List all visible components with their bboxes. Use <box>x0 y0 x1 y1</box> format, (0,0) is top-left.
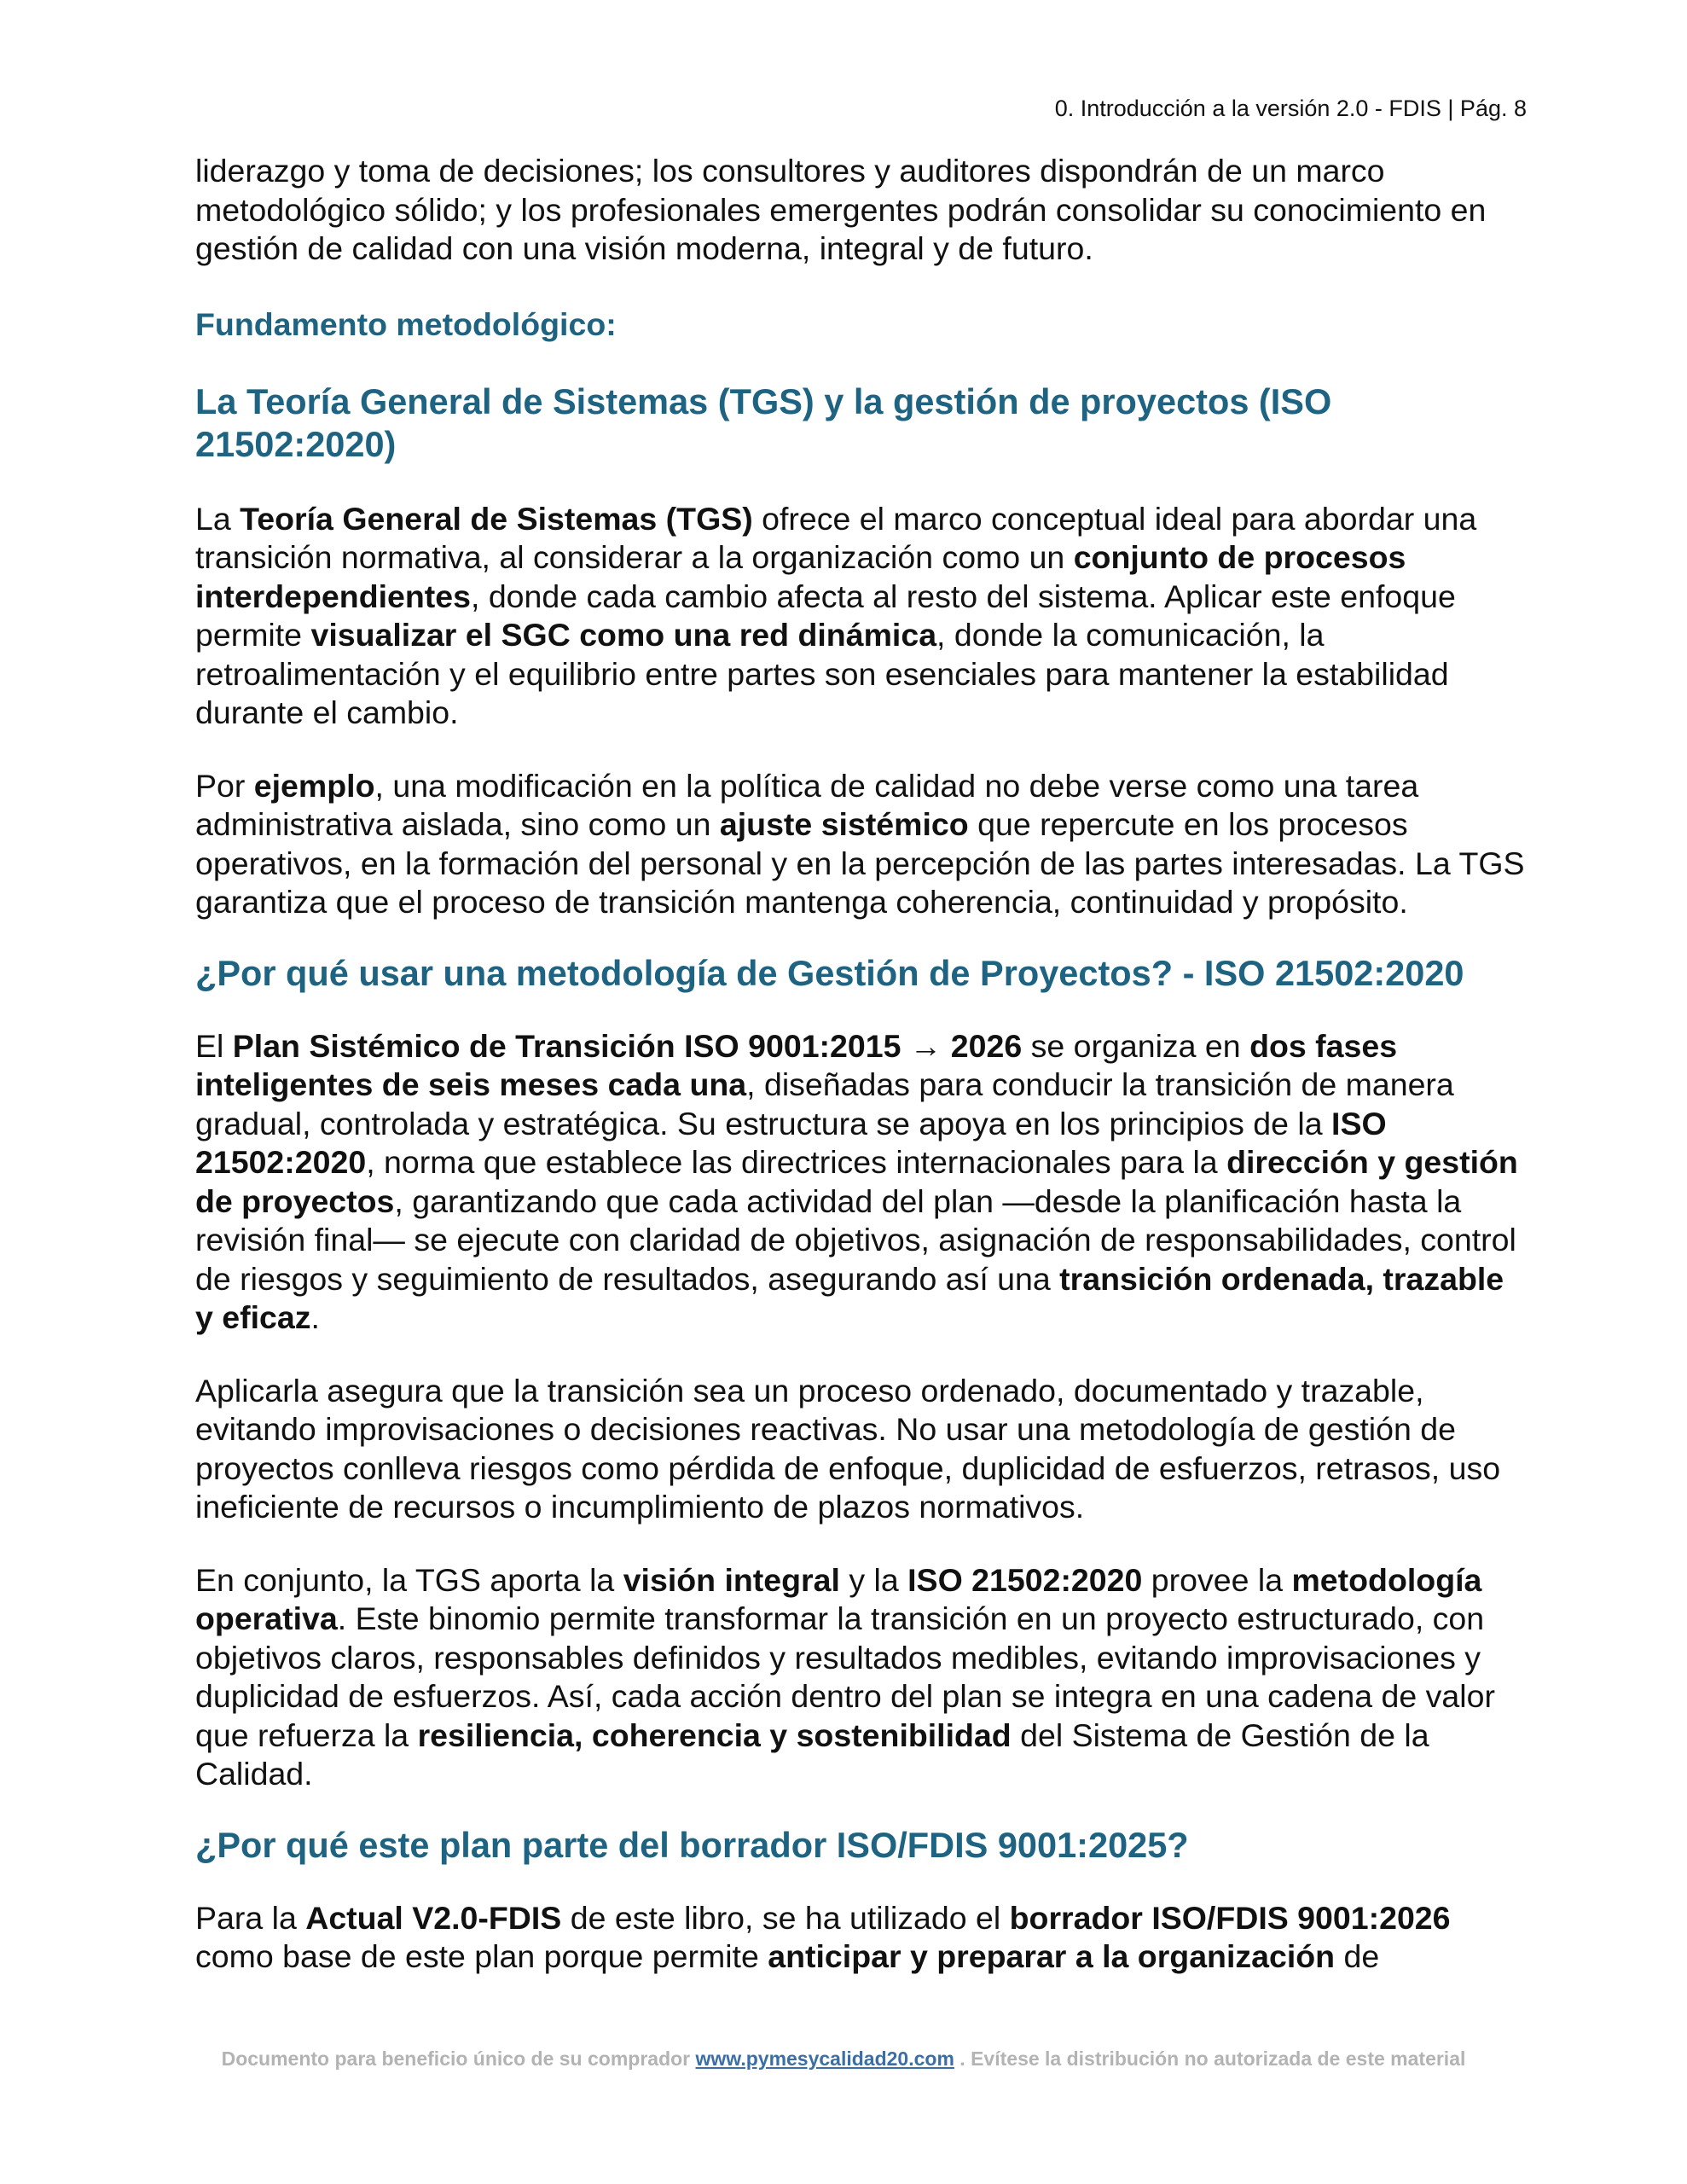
paragraph-ejemplo: Por ejemplo, una modificación en la política de calidad no debe verse como una tarea administrativa aislada, sino como un ajuste sistémico que repercute en los procesos operativos, en la formación del personal y en la percepción de las partes interesadas. La TGS garantiza que el proceso de transición mantenga coherencia, continuidad y propósito. <box>195 767 1525 920</box>
paragraph-plan: El Plan Sistémico de Transición ISO 9001:2015 → 2026 se organiza en dos fases inteligentes de seis meses cada una, diseñadas para conducir la transición de manera gradual, controlada y estratégica. Su estructura se apoya en los principios de la ISO 21502:2020, norma que establece las directrices internacionales para la dirección y gestión de proyectos, garantizando que cada actividad del plan —desde la planificación hasta la revisión final— se ejecute con claridad de objetivos, asignación de responsabilidades, control de riesgos y seguimiento de resultados, asegurando así una transición ordenada, trazable y eficaz. <box>195 1027 1518 1335</box>
paragraph-aplicarla: Aplicarla asegura que la transición sea un proceso ordenado, documentado y trazable, evitando improvisaciones o decisiones reactivas. No usar una metodología de gestión de proyectos conlleva riesgos como pérdida de enfoque, duplicidad de esfuerzos, retrasos, uso ineficiente de recursos o incumplimiento de plazos normativos. <box>195 1372 1501 1525</box>
footer-prefix: Documento para beneficio único de su comprador <box>221 2048 696 2070</box>
paragraph-intro: liderazgo y toma de decisiones; los consultores y auditores dispondrán de un marco metodológico sólido; y los profesionales emergentes podrán consolidar su conocimiento en gestión de calidad con una visión moderna, integral y de futuro. <box>195 153 1487 266</box>
heading-por-que-metodologia: ¿Por qué usar una metodología de Gestión de Proyectos? - ISO 21502:2020 <box>195 952 1464 993</box>
footer-website-link[interactable]: www.pymesycalidad20.com <box>695 2048 954 2070</box>
page-footer <box>0 2048 1687 2071</box>
heading-borrador: ¿Por qué este plan parte del borrador ISO/FDIS 9001:2025? <box>195 1824 1189 1865</box>
heading-tgs: La Teoría General de Sistemas (TGS) y la gestión de proyectos (ISO 21502:2020) <box>195 380 1332 464</box>
paragraph-conjunto: En conjunto, la TGS aporta la visión integral y la ISO 21502:2020 provee la metodología operativa. Este binomio permite transformar la transición en un proyecto estructurado, con objetivos claros, responsables definidos y resultados medibles, evitando improvisaciones y duplicidad de esfuerzos. Así, cada acción dentro del plan se integra en una cadena de valor que refuerza la resiliencia, coherencia y sostenibilidad del Sistema de Gestión de la Calidad. <box>195 1561 1495 1792</box>
page-content <box>195 152 1526 1977</box>
paragraph-actual: Para la Actual V2.0-FDIS de este libro, se ha utilizado el borrador ISO/FDIS 9001:2026 como base de este plan porque permite anticipar y preparar a la organización de <box>195 1899 1451 1974</box>
paragraph-tgs: La Teoría General de Sistemas (TGS) ofrece el marco conceptual ideal para abordar una transición normativa, al considerar a la organización como un conjunto de procesos interdependientes, donde cada cambio afecta al resto del sistema. Aplicar este enfoque permite visualizar el SGC como una red dinámica, donde la comunicación, la retroalimentación y el equilibrio entre partes son esenciales para mantener la estabilidad durante el cambio. <box>195 500 1477 730</box>
footer-suffix: . Evítese la distribución no autorizada de este material <box>954 2048 1466 2070</box>
heading-fundamento: Fundamento metodológico: <box>195 305 617 342</box>
page-header: 0. Introducción a la versión 2.0 - FDIS | Pág. 8 <box>1054 96 1527 121</box>
